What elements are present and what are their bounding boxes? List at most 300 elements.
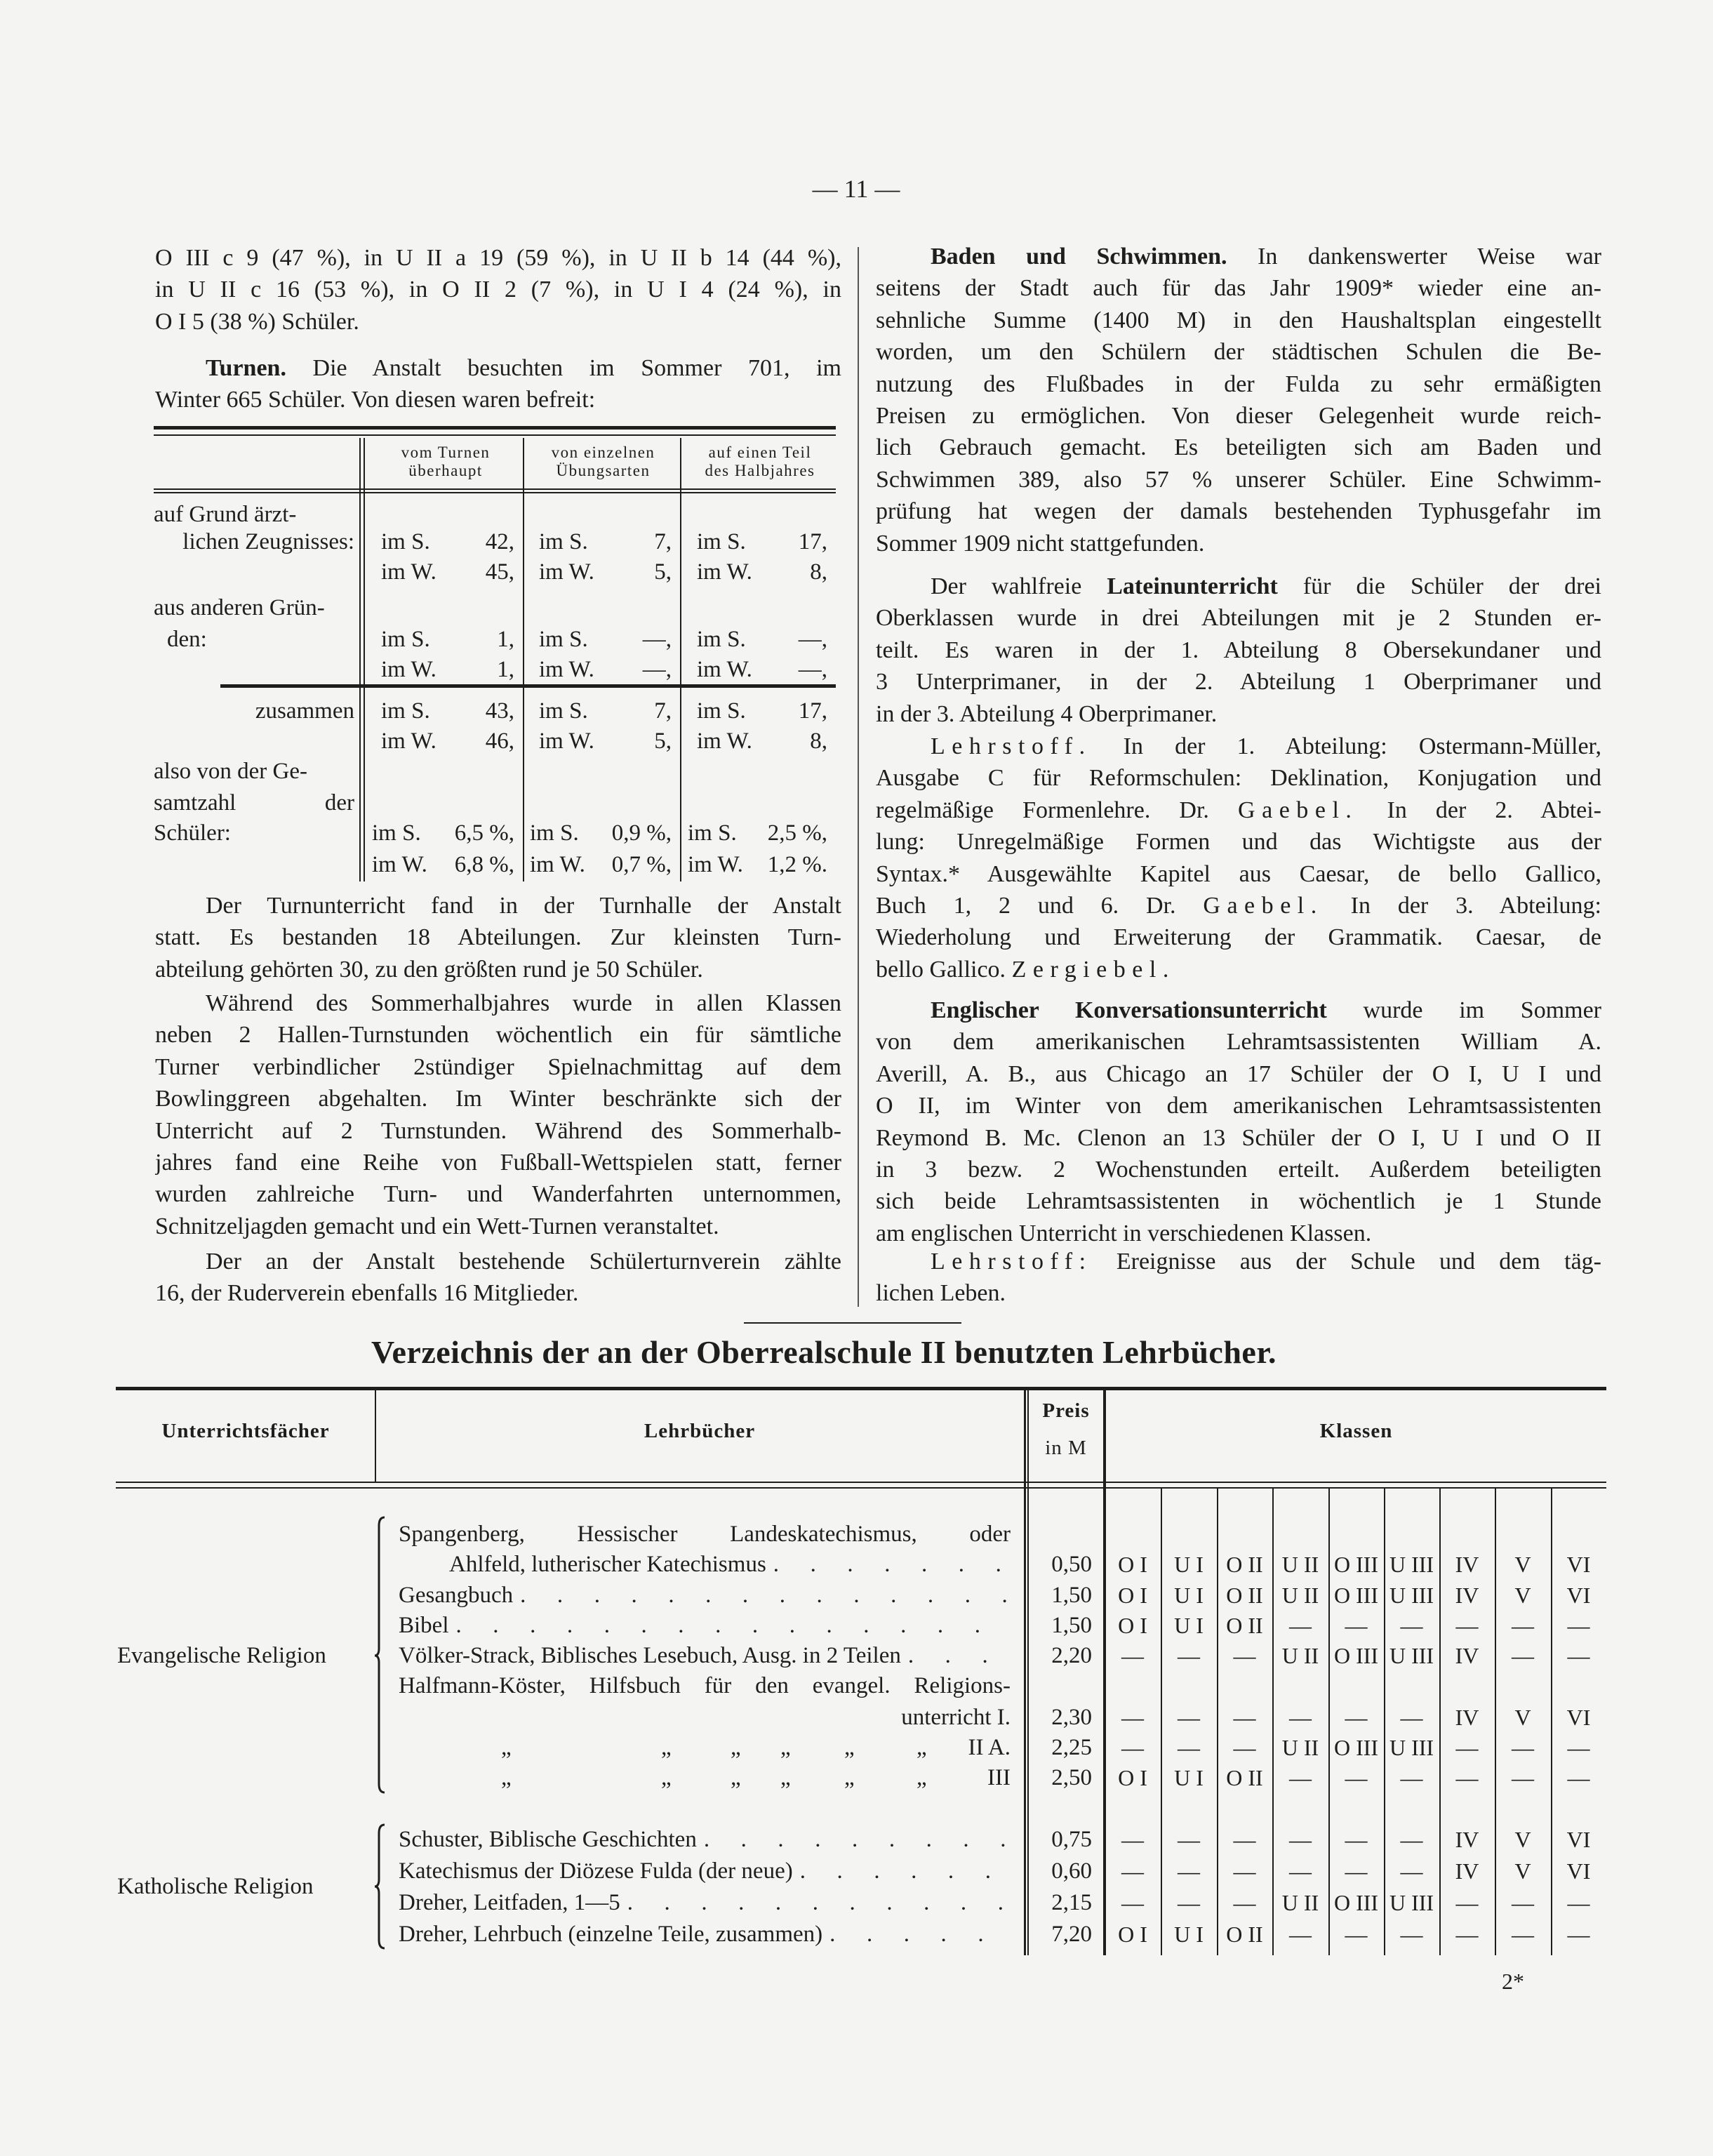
brace-icon	[373, 1823, 387, 1950]
run-in-heading: Turnen.	[206, 355, 286, 381]
class-cell: —	[1121, 1735, 1144, 1760]
text-line	[931, 731, 1601, 763]
class-cell: O III	[1333, 1583, 1379, 1608]
text-run: Ausgabe C für Reformschulen: Deklination, Konjugation und	[876, 765, 1601, 792]
ditto-mark: „	[844, 1735, 855, 1760]
class-cell: —	[1512, 1922, 1534, 1947]
cell-season: im S.	[372, 820, 421, 846]
class-cell: O III	[1333, 1643, 1379, 1668]
class-cell: —	[1345, 1922, 1368, 1947]
text-run: regelmäßige Formenlehre. Dr.	[876, 797, 1239, 823]
book-title: Dreher, Lehrbuch (einzelne Teile, zusammen)	[399, 1922, 823, 1947]
class-cell: —	[1455, 1613, 1479, 1638]
text-line	[876, 698, 1601, 731]
text-run: statt. Es bestanden 18 Abteilungen. Zur kleinsten Turn-	[155, 924, 841, 951]
class-cell: —	[1121, 1858, 1144, 1884]
text-line	[155, 306, 841, 338]
cell-season: im S.	[530, 820, 579, 846]
text-run: am englischen Unterricht in verschiedenen Klassen.	[876, 1220, 1372, 1246]
class-cell: —	[1512, 1643, 1534, 1668]
text-run: Oberklassen wurde in drei Abteilungen mit je 2 Stunden er-	[876, 605, 1601, 632]
dot-leader	[766, 1549, 1011, 1580]
cell-value: 2,5 %,	[767, 820, 827, 846]
column-line	[359, 438, 361, 881]
class-cell: —	[1400, 1705, 1423, 1730]
cell-value: 7,	[654, 698, 672, 724]
text-line	[876, 368, 1601, 401]
table-rule	[154, 434, 836, 436]
text-run: Der an der Anstalt bestehende Schülerturnverein zählte	[206, 1249, 841, 1275]
table-rule	[116, 1487, 1606, 1489]
table-top-rule	[116, 1387, 1606, 1390]
class-cell: —	[1345, 1705, 1368, 1730]
class-cell: U III	[1389, 1735, 1434, 1760]
cell-season: im W.	[381, 657, 436, 682]
cell-season: im W.	[697, 728, 752, 754]
class-cell: U I	[1174, 1613, 1204, 1638]
ditto-mark: „	[501, 1735, 512, 1760]
class-cell: U II	[1281, 1735, 1319, 1760]
text-run: Buch 1, 2 und 6. Dr.	[876, 893, 1204, 919]
text-line	[876, 794, 1601, 827]
class-cell: —	[1121, 1705, 1144, 1730]
text-run: In der 2. Abtei-	[1358, 797, 1601, 823]
book-title: unterricht I.	[901, 1705, 1011, 1730]
class-cell: O I	[1118, 1583, 1147, 1608]
text-line	[155, 1211, 841, 1243]
dot-leader	[793, 1856, 1011, 1886]
book-title-line	[399, 1670, 1011, 1701]
header-rule	[154, 488, 836, 490]
price: 0,50	[1051, 1552, 1092, 1577]
section-separator	[744, 1322, 961, 1324]
text-line	[876, 890, 1601, 922]
class-cell: VI	[1566, 1705, 1591, 1730]
text-run: Schwimmen 389, also 57 % unserer Schüler. Eine Schwimm-	[876, 466, 1601, 493]
cell-season: im W.	[381, 559, 436, 585]
text-run: lichen Leben.	[876, 1280, 1006, 1307]
class-cell: VI	[1566, 1858, 1591, 1884]
price: 2,15	[1051, 1890, 1092, 1915]
text-run: wurde im Sommer	[1326, 997, 1601, 1023]
text-line	[155, 1083, 841, 1115]
class-cell: O II	[1226, 1552, 1263, 1577]
class-cell: —	[1400, 1922, 1423, 1947]
class-cell: V	[1514, 1827, 1531, 1852]
ditto-mark: „	[917, 1735, 927, 1760]
cell-value: 45,	[485, 559, 514, 585]
cell-value: 1,	[497, 627, 514, 652]
text-run: teilt. Es waren in der 1. Abteilung 8 Obersekundaner und	[876, 637, 1601, 663]
text-line	[155, 954, 841, 986]
text-line	[876, 528, 1601, 560]
class-cell: V	[1514, 1552, 1531, 1577]
cell-value: —,	[798, 627, 827, 652]
class-cell: —	[1400, 1765, 1423, 1790]
text-run: 16, der Ruderverein ebenfalls 16 Mitglieder.	[155, 1280, 579, 1307]
text-run: Wiederholung und Erweiterung der Grammatik. Caesar, de	[876, 924, 1601, 951]
class-cell: —	[1512, 1765, 1534, 1790]
header-price-unit: in M	[1045, 1437, 1087, 1459]
text-run: Schnitzeljagden gemacht und ein Wett-Turnen veranstaltet.	[155, 1213, 719, 1239]
class-cell: —	[1400, 1613, 1423, 1638]
text-run: jahres fand eine Reihe von Fußball-Wettspielen statt, ferner	[155, 1150, 841, 1176]
class-cell: O I	[1118, 1765, 1147, 1790]
book-title: Schuster, Biblische Geschichten	[399, 1827, 697, 1852]
book-title: Dreher, Leitfaden, 1—5	[399, 1890, 620, 1915]
dot-leader	[901, 1640, 1011, 1671]
text-run: von dem amerikanischen Lehramtsassistenten William A.	[876, 1029, 1601, 1056]
class-cell: —	[1512, 1735, 1534, 1760]
text-line	[155, 1051, 841, 1084]
ditto-mark: „	[780, 1765, 791, 1790]
class-cell: O III	[1333, 1890, 1379, 1915]
class-cell: —	[1455, 1735, 1479, 1760]
text-run: nutzung des Flußbades in der Fulda zu sehr ermäßigten	[876, 371, 1601, 397]
cell-value: —,	[642, 657, 672, 682]
book-title-line	[399, 1856, 1011, 1886]
spaced-name: Gaebel.	[1238, 797, 1359, 823]
class-cell: —	[1233, 1890, 1256, 1915]
text-run: sich beide Lehramtsassistenten in wöchentlich je 1 Stunde	[876, 1188, 1601, 1215]
price: 0,60	[1051, 1858, 1092, 1884]
cell-season: im S.	[381, 627, 430, 652]
text-line	[155, 384, 841, 416]
header-books: Lehrbücher	[644, 1420, 756, 1442]
cell-season: im S.	[381, 529, 430, 554]
class-cell: V	[1514, 1705, 1531, 1730]
cell-season: im W.	[372, 852, 427, 877]
book-title: Bibel	[399, 1613, 449, 1638]
spaced-name: Gaebel.	[1203, 893, 1324, 919]
class-cell: —	[1289, 1765, 1312, 1790]
text-run: bello Gallico.	[876, 956, 1012, 983]
book-title-line	[399, 1610, 1011, 1641]
class-cell: U I	[1174, 1583, 1204, 1608]
cell-value: —,	[642, 627, 672, 652]
class-cell: IV	[1455, 1827, 1479, 1852]
text-run: Sommer 1909 nicht stattgefunden.	[876, 530, 1205, 557]
class-cell: —	[1121, 1643, 1144, 1668]
text-line	[876, 1058, 1601, 1091]
book-title-line	[399, 1702, 1011, 1733]
price: 2,30	[1051, 1705, 1092, 1730]
text-line	[876, 762, 1601, 794]
book-title-line	[399, 1580, 1011, 1611]
class-cell: IV	[1455, 1705, 1479, 1730]
text-run: In dankenswerter Weise war	[1227, 244, 1601, 270]
text-line	[876, 400, 1601, 432]
text-run: Preisen zu ermöglichen. Von dieser Gelegenheit wurde reich-	[876, 403, 1601, 429]
cell-season: im W.	[539, 559, 594, 585]
column-header: auf einen Teil	[708, 444, 812, 461]
spaced-name: Lehrstoff.	[931, 733, 1092, 759]
class-cell: —	[1512, 1613, 1534, 1638]
price: 0,75	[1051, 1827, 1092, 1852]
table-rule	[154, 492, 836, 493]
cell-value: 42,	[485, 529, 514, 554]
subject-label: Evangelische Religion	[117, 1643, 326, 1668]
class-cell: O I	[1118, 1922, 1147, 1947]
class-cell: O II	[1226, 1613, 1263, 1638]
column-line	[1024, 1390, 1026, 1955]
text-run: lich Gebrauch gemacht. Es beteiligten sich am Baden und	[876, 434, 1601, 461]
text-line	[876, 336, 1601, 368]
text-run: Der wahlfreie	[931, 573, 1107, 599]
cell-value: 0,9 %,	[611, 820, 672, 846]
cell-value: 6,8 %,	[454, 852, 514, 877]
class-cell: —	[1567, 1735, 1590, 1760]
cell-value: 1,	[497, 657, 514, 682]
text-run: neben 2 Hallen-Turnstunden wöchentlich ein für sämtliche	[155, 1022, 841, 1049]
column-header: des Halbjahres	[705, 462, 815, 479]
cell-value: 43,	[485, 698, 514, 724]
text-run: O I 5 (38 %) Schüler.	[155, 308, 359, 335]
class-cell: —	[1567, 1765, 1590, 1790]
class-cell: IV	[1455, 1583, 1479, 1608]
subject-label: Katholische Religion	[117, 1874, 314, 1899]
dot-leader	[449, 1610, 1011, 1641]
column-line	[364, 438, 365, 881]
class-cell: O I	[1118, 1552, 1147, 1577]
text-line	[876, 272, 1601, 305]
class-cell: —	[1512, 1890, 1534, 1915]
class-cell: —	[1567, 1643, 1590, 1668]
header-rule	[116, 1482, 1606, 1483]
ditto-mark: „	[917, 1765, 927, 1790]
text-run: abteilung gehörten 30, zu den größten rund je 50 Schüler.	[155, 956, 703, 983]
ditto-mark: „	[661, 1765, 672, 1790]
text-line	[876, 1218, 1601, 1250]
class-cell: —	[1233, 1705, 1256, 1730]
text-run: Syntax.* Ausgewählte Kapitel aus Caesar, de bello Gallico,	[876, 860, 1601, 887]
dot-leader	[822, 1919, 1011, 1950]
book-title-suffix: II A.	[968, 1735, 1011, 1760]
text-line	[206, 890, 841, 922]
text-run: Reymond B. Mc. Clenon an 13 Schüler der O I, U I und O II	[876, 1124, 1601, 1151]
class-cell: IV	[1455, 1858, 1479, 1884]
text-run: In der 3. Abteilung:	[1323, 893, 1601, 919]
book-title-suffix: III	[987, 1765, 1011, 1790]
text-line	[206, 987, 841, 1020]
class-cell: —	[1345, 1613, 1368, 1638]
text-line	[206, 352, 841, 385]
text-line	[206, 1246, 841, 1278]
column-header: Übungsarten	[556, 462, 651, 479]
text-run: in der 3. Abteilung 4 Oberprimaner.	[876, 700, 1218, 727]
class-cell: —	[1289, 1922, 1312, 1947]
text-line	[876, 666, 1601, 698]
cell-season: im W.	[530, 852, 585, 877]
text-line	[931, 571, 1601, 603]
class-cell: O I	[1118, 1613, 1147, 1638]
column-header: überhaupt	[408, 462, 483, 479]
class-cell: —	[1400, 1827, 1423, 1852]
text-run: Die Anstalt besuchten im Sommer 701, im	[286, 355, 841, 381]
book-title: Katechismus der Diözese Fulda (der neue)	[399, 1858, 793, 1884]
class-cell: —	[1345, 1765, 1368, 1790]
text-line	[876, 858, 1601, 891]
class-cell: —	[1455, 1890, 1479, 1915]
dot-leader	[697, 1824, 1011, 1855]
header-subjects: Unterrichtsfächer	[161, 1420, 330, 1442]
text-run: seitens der Stadt auch für das Jahr 1909* wieder eine an-	[876, 275, 1601, 302]
text-line	[876, 1090, 1601, 1122]
cell-season: im S.	[539, 698, 588, 724]
class-cell: —	[1345, 1827, 1368, 1852]
text-run: Unterricht auf 2 Turnstunden. Während des Sommerhalb-	[155, 1117, 841, 1144]
run-in-heading: Englischer Konversationsunterricht	[931, 997, 1327, 1023]
cell-value: 5,	[654, 728, 672, 754]
table-top-rule	[154, 426, 836, 430]
ditto-mark: „	[780, 1735, 791, 1760]
text-run: Winter 665 Schüler. Von diesen waren befreit:	[155, 387, 596, 413]
class-cell: U III	[1389, 1583, 1434, 1608]
price: 7,20	[1051, 1922, 1092, 1947]
text-line	[876, 634, 1601, 667]
cell-season: im S.	[539, 627, 588, 652]
text-run: Bowlinggreen abgehalten. Im Winter beschränkte sich der	[155, 1086, 841, 1112]
class-cell: U I	[1174, 1552, 1204, 1577]
ditto-mark: „	[731, 1735, 741, 1760]
class-cell: —	[1178, 1890, 1200, 1915]
row-label: Schüler:	[154, 820, 231, 846]
text-line	[155, 274, 841, 306]
class-cell: —	[1567, 1890, 1590, 1915]
dot-leader	[620, 1887, 1011, 1918]
text-run: in 3 bezw. 2 Wochenstunden erteilt. Außerdem beteiligten	[876, 1157, 1601, 1183]
header-price: Preis	[1042, 1399, 1090, 1422]
class-cell: VI	[1566, 1827, 1591, 1852]
text-line	[876, 1122, 1601, 1154]
text-line	[155, 1147, 841, 1179]
class-cell: —	[1289, 1827, 1312, 1852]
text-line	[876, 495, 1601, 528]
column-divider	[858, 247, 859, 1307]
spaced-name: Lehrstoff:	[931, 1249, 1093, 1275]
cell-value: 1,2 %.	[767, 852, 827, 877]
class-cell: U I	[1174, 1765, 1204, 1790]
cell-season: im W.	[539, 728, 594, 754]
class-cell: —	[1121, 1890, 1144, 1915]
text-line	[876, 1185, 1601, 1218]
book-title-line	[399, 1519, 1011, 1550]
class-cell: —	[1400, 1858, 1423, 1884]
text-line	[155, 1178, 841, 1211]
text-run: Ereignisse aus der Schule und dem täg-	[1092, 1249, 1601, 1275]
class-cell: —	[1233, 1643, 1256, 1668]
class-cell: U III	[1389, 1552, 1434, 1577]
class-cell: —	[1345, 1858, 1368, 1884]
book-title: Gesangbuch	[399, 1583, 514, 1608]
row-label: also von der Ge-	[154, 759, 308, 784]
cell-value: 0,7 %,	[611, 852, 672, 877]
text-line	[876, 921, 1601, 954]
cell-value: 17,	[798, 698, 827, 724]
text-line	[876, 954, 1601, 986]
class-cell: —	[1178, 1827, 1200, 1852]
class-cell: U III	[1389, 1643, 1434, 1668]
signature-mark: 2*	[1502, 1969, 1524, 1994]
class-cell: —	[1567, 1613, 1590, 1638]
brace-icon	[373, 1516, 387, 1794]
class-cell: O II	[1226, 1922, 1263, 1947]
row-label: lichen Zeugnisses:	[182, 529, 354, 554]
ditto-mark: „	[844, 1765, 855, 1790]
text-run: Averill, A. B., aus Chicago an 17 Schüler der O I, U I und	[876, 1060, 1601, 1087]
book-title: Völker-Strack, Biblisches Lesebuch, Ausg. in 2 Teilen	[399, 1643, 901, 1668]
ditto-mark: „	[501, 1765, 512, 1790]
class-cell: —	[1455, 1922, 1479, 1947]
text-run: Turner verbindlicher 2stündiger Spielnachmittag auf dem	[155, 1053, 841, 1080]
class-cell: —	[1233, 1858, 1256, 1884]
text-line	[876, 1026, 1601, 1058]
text-run: worden, um den Schülern der städtischen Schulen die Be-	[876, 339, 1601, 366]
class-cell: —	[1289, 1705, 1312, 1730]
class-cell: U II	[1281, 1583, 1319, 1608]
book-title-line	[399, 1824, 1011, 1855]
class-cell: U II	[1281, 1890, 1319, 1915]
class-cell: IV	[1455, 1643, 1479, 1668]
spaced-name: Zergiebel.	[1011, 956, 1175, 983]
text-run: 3 Unterprimaner, in der 2. Abteilung 1 Oberprimaner und	[876, 669, 1601, 696]
cell-value: 7,	[654, 529, 672, 554]
book-title-line	[399, 1919, 1011, 1950]
text-run: O II, im Winter von dem amerikanischen Lehramtsassistenten	[876, 1093, 1601, 1119]
class-cell: U III	[1389, 1890, 1434, 1915]
text-line	[155, 1277, 841, 1310]
ditto-mark: „	[661, 1735, 672, 1760]
run-in-heading: Lateinunterricht	[1107, 573, 1278, 599]
text-line	[931, 994, 1601, 1027]
text-run: wurden zahlreiche Turn- und Wanderfahrten unternommen,	[155, 1181, 841, 1208]
cell-season: im W.	[381, 728, 436, 754]
class-cell: V	[1514, 1858, 1531, 1884]
class-cell: —	[1178, 1858, 1200, 1884]
class-cell: —	[1178, 1705, 1200, 1730]
cell-season: im W.	[539, 657, 594, 682]
class-cell: —	[1289, 1613, 1312, 1638]
class-cell: U I	[1174, 1922, 1204, 1947]
cell-value: 8,	[810, 728, 827, 754]
text-line	[876, 432, 1601, 464]
class-cell: —	[1455, 1765, 1479, 1790]
book-title: Spangenberg, Hessischer Landeskatechismus, oder	[399, 1522, 1011, 1547]
class-cell: O III	[1333, 1552, 1379, 1577]
ditto-mark: „	[731, 1765, 741, 1790]
cell-season: im S.	[539, 529, 588, 554]
text-line	[876, 464, 1601, 496]
class-cell: —	[1178, 1643, 1200, 1668]
text-run: O III c 9 (47 %), in U II a 19 (59 %), in U II b 14 (44 %),	[155, 245, 841, 271]
class-cell: VI	[1566, 1552, 1591, 1577]
book-title: Ahlfeld, lutherischer Katechismus	[449, 1552, 766, 1577]
book-title-line	[449, 1549, 1011, 1580]
text-run: lung: Unregelmäßige Formen und das Wichtigste aus der	[876, 829, 1601, 856]
column-line	[680, 438, 681, 881]
column-line	[523, 438, 524, 881]
text-line	[155, 242, 841, 274]
text-line	[876, 1277, 1601, 1310]
text-line	[876, 602, 1601, 634]
class-cell: —	[1567, 1922, 1590, 1947]
text-line	[155, 1115, 841, 1147]
text-line	[155, 1019, 841, 1051]
class-cell: O III	[1333, 1735, 1379, 1760]
price: 1,50	[1051, 1613, 1092, 1638]
class-cell: —	[1178, 1735, 1200, 1760]
class-cell: O II	[1226, 1765, 1263, 1790]
